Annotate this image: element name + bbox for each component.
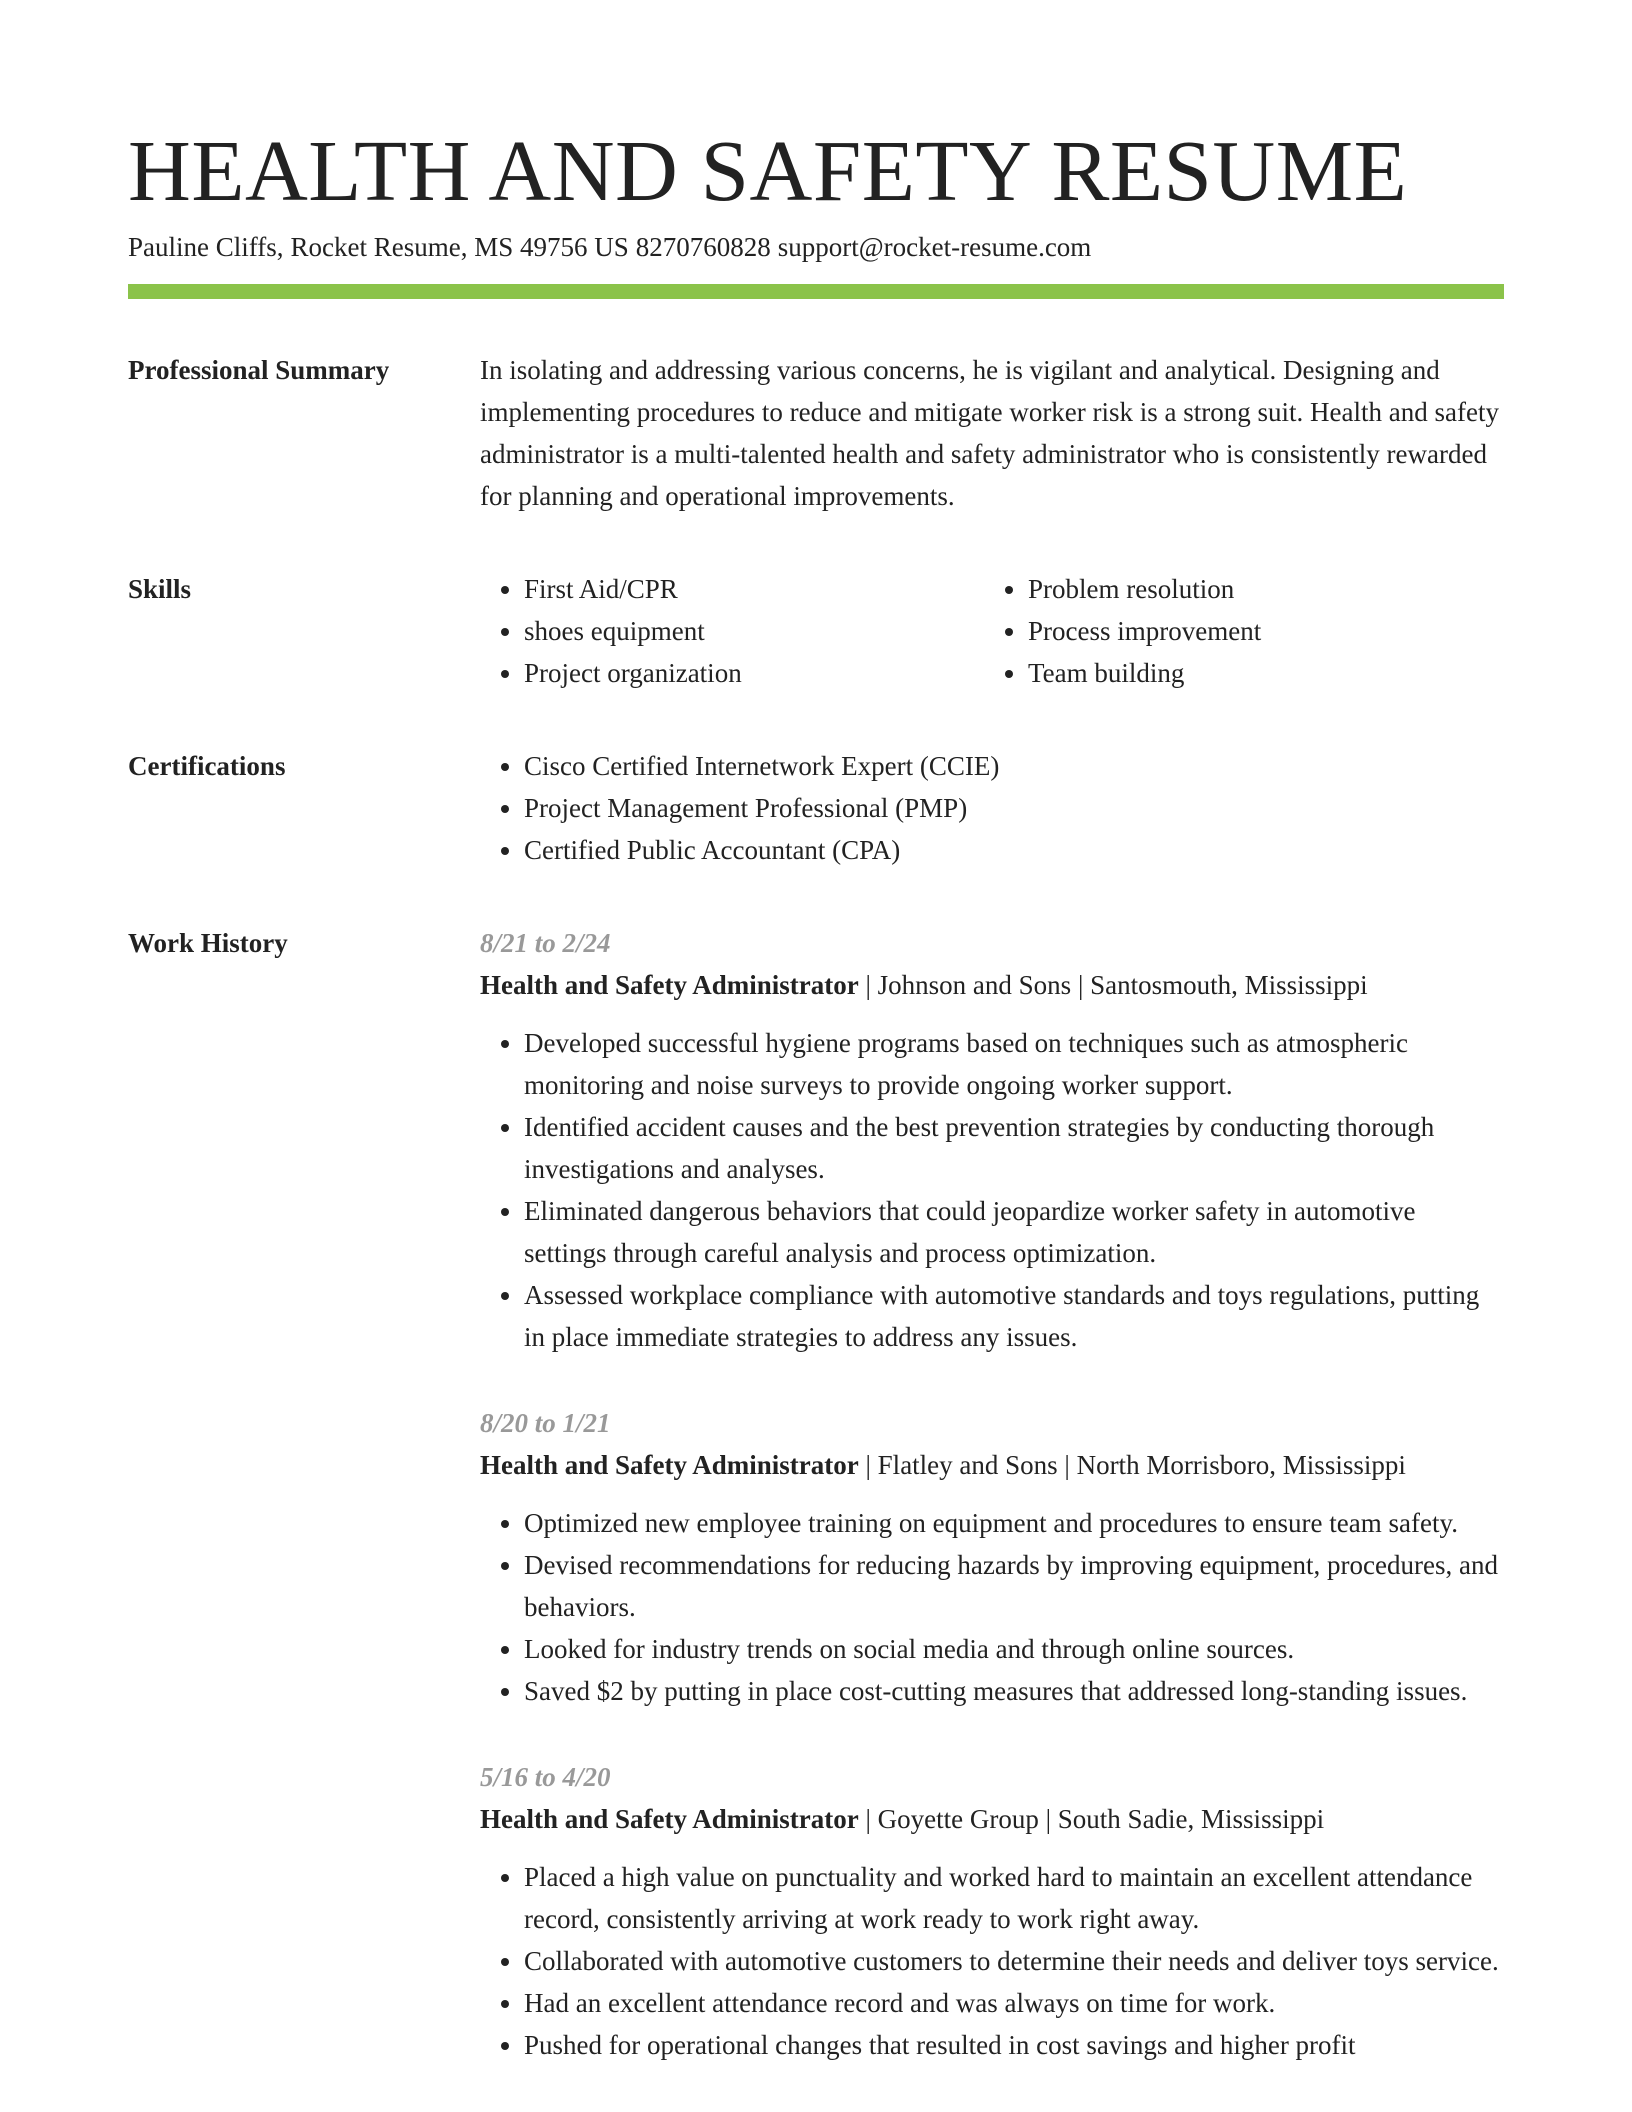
job-bullet: • Eliminated dangerous behaviors that could jeopardize worker safety in automotive settings through careful analysis and process optimization. [524,1190,1504,1274]
skill-item: • Team building [1028,652,1548,694]
job-bullet: • Assessed workplace compliance with automotive standards and toys regulations, putting in place immediate strategies to address any issues. [524,1274,1504,1358]
resume-page [128,0,1504,2066]
job-entry [480,1402,1504,1712]
section-heading: Skills [128,574,192,604]
resume-title: HEALTH AND SAFETY RESUME [128,122,1408,219]
work-history-section [128,922,1504,2066]
contact-email: support@rocket-resume.com [777,232,1092,262]
job-bullets [480,1022,1504,1358]
job-header [480,1444,1504,1486]
job-bullet: • Had an excellent attendance record and was always on time for work. [524,1982,1504,2024]
skills-section [128,568,1504,694]
summary-section [128,349,1504,517]
job-bullets [480,1856,1504,2066]
skill-item: • First Aid/CPR [524,568,984,610]
job-dates: 5/16 to 4/20 [480,1762,611,1792]
job-employer-location: | Goyette Group | South Sadie, Mississippi [858,1804,1325,1834]
skill-item: • Problem resolution [1028,568,1548,610]
skill-item: • Process improvement [1028,610,1548,652]
job-employer-location: | Johnson and Sons | Santosmouth, Mississippi [858,970,1368,1000]
contact-name: Pauline Cliffs, [128,232,284,262]
contact-line [128,228,1504,266]
job-bullet: • Devised recommendations for reducing hazards by improving equipment, procedures, and behaviors. [524,1544,1504,1628]
skills-column [984,568,1548,694]
section-heading: Professional Summary [128,355,390,385]
job-dates: 8/20 to 1/21 [480,1408,611,1438]
job-bullet: • Developed successful hygiene programs based on techniques such as atmospheric monitoring and noise surveys to provide ongoing worker support. [524,1022,1504,1106]
job-bullet: • Placed a high value on punctuality and worked hard to maintain an excellent attendance record, consistently arriving at work ready to work right away. [524,1856,1504,1940]
skills-column [480,568,984,694]
skills-grid [480,568,1504,694]
certification-item: • Cisco Certified Internetwork Expert (CCIE) [524,745,1504,787]
job-bullet: • Collaborated with automotive customers to determine their needs and deliver toys service. [524,1940,1504,1982]
section-heading: Certifications [128,751,286,781]
job-bullet: • Saved $2 by putting in place cost-cutting measures that addressed long-standing issues. [524,1670,1504,1712]
job-title: Health and Safety Administrator [480,1804,859,1834]
contact-phone: 8270760828 [635,232,771,262]
skill-item: • shoes equipment [524,610,984,652]
job-bullet: • Pushed for operational changes that resulted in cost savings and higher profit [524,2024,1504,2066]
job-bullet: • Identified accident causes and the best prevention strategies by conducting thorough investigations and analyses. [524,1106,1504,1190]
job-header [480,1798,1504,1840]
summary-text: In isolating and addressing various concerns, he is vigilant and analytical. Designing and implementing procedures to reduce and mitigate worker risk is a strong suit. Health and safety administrator is a multi-talented health and safety administrator who is consistently rewarded for planning and operational improvements. [480,355,1499,511]
job-bullet: • Looked for industry trends on social media and through online sources. [524,1628,1504,1670]
job-header [480,964,1504,1006]
job-entry [480,1756,1504,2066]
job-bullet: • Optimized new employee training on equipment and procedures to ensure team safety. [524,1502,1504,1544]
certifications-list [480,745,1504,871]
accent-divider [128,284,1504,299]
job-title: Health and Safety Administrator [480,970,859,1000]
job-employer-location: | Flatley and Sons | North Morrisboro, Mississippi [858,1450,1406,1480]
job-title: Health and Safety Administrator [480,1450,859,1480]
contact-address: Rocket Resume, MS 49756 US [290,232,629,262]
job-bullets [480,1502,1504,1712]
certifications-section [128,745,1504,871]
job-entry [480,922,1504,1358]
certification-item: • Project Management Professional (PMP) [524,787,1504,829]
certification-item: • Certified Public Accountant (CPA) [524,829,1504,871]
job-dates: 8/21 to 2/24 [480,928,611,958]
section-heading: Work History [128,928,288,958]
skill-item: • Project organization [524,652,984,694]
